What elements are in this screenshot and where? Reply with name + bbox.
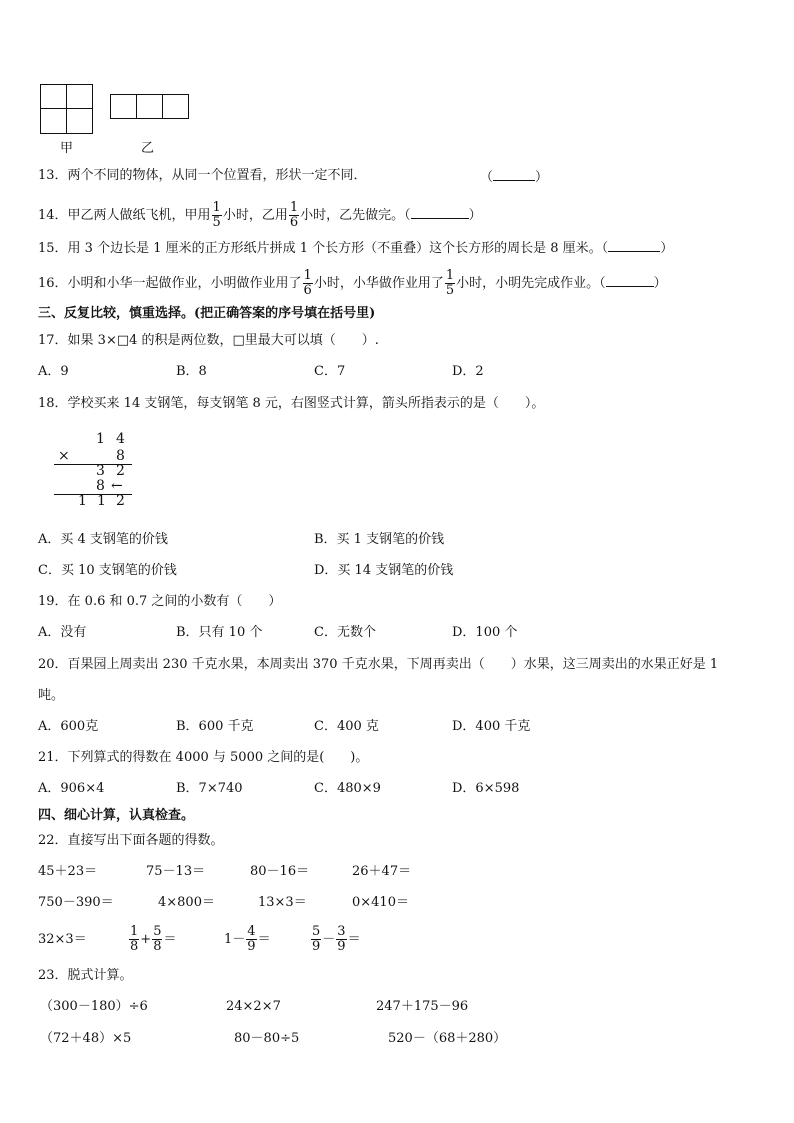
calc-item: 75－13＝ [146,864,206,879]
question-14: 14．甲乙两人做纸飞机，甲用 $\frac{1}{5}$ 小时，乙用 $\frac{1}{6}$ 小时，乙先做完。（ ） [38,200,482,230]
shape-jia-vline [66,84,67,134]
option-21-a[interactable]: A．906×4 [38,781,105,796]
shape-yi [110,94,189,119]
option-21-b[interactable]: B．7×740 [176,781,243,796]
answer-blank-13[interactable]: （ ） [480,170,549,185]
question-13 [38,168,367,184]
option-21-d[interactable]: D．6×598 [452,781,520,796]
section-4-heading: 四、细心计算，认真检查。 [38,808,195,823]
calc-fraction-diff: 1－ $\frac{4}{9}$ ＝ [224,924,271,954]
calc-item: 45＋23＝ [38,864,98,879]
option-18-c[interactable]: C．买 10 支钢笔的价钱 [38,563,177,578]
option-17-b[interactable]: B．8 [176,364,207,379]
question-13-text: 13．两个不同的物体，从同一个位置看，形状一定不同． [38,168,367,183]
calc-item: 247＋175－96 [376,999,469,1014]
question-20-cont: 吨。 [38,688,65,703]
question-16: 16．小明和小华一起做作业，小明做作业用了 $\frac{1}{6}$ 小时，小华做作业用了 $\frac{1}{5}$ 小时，小明先完成作业。（ ） [38,268,667,298]
question-19: 19．在 0.6 和 0.7 之间的小数有（ ） [38,594,282,609]
question-23: 23．脱式计算。 [38,968,133,983]
shape-yi-label: 乙 [141,141,155,156]
question-21: 21．下列算式的得数在 4000 与 5000 之间的是( )。 [38,750,369,765]
fraction-one-sixth: $\frac{1}{6}$ [289,200,299,230]
option-19-b[interactable]: B．只有 10 个 [176,625,263,640]
worksheet-page: 甲 乙 13．两个不同的物体，从同一个位置看，形状一定不同． （ ） 14．甲乙两人做纸飞机，甲用 $\frac{1}{5}$ 小时，乙用 $\frac{1}{6}$ 小时，乙先做完。（ ） 15．用 3 个边长是 1 厘米的正方形纸片拼成 1 个长方形（不重叠）这个长方形的周长是 8 厘米。（ ） 16．小明和小华一起做作业，小明做作业用了 $\frac{1}{6}$ 小时，小华做作业用了 $\frac{1}{5}$ 小时，小明先完成作业。（ ） 三、反复比较，慎重选择。(把正确答案的序号填在括号里) 17．如果 3×□4 的积是两位数，□里最大可以填（ ）. A．9 B．8 C．7 D．2 18．学校买来 14 支钢笔，每支钢笔 8 元，右图竖式计算，箭头所指表示的是（ ）。 1 4 × 8 3 2 8 ← 1 1 2 A．买 4 支钢笔的价钱 B．买 1 支钢笔的价钱 C．买 10 支钢笔的价钱 D．买 14 支钢笔的价钱 19．在 0.6 和 0.7 之间的小数有（ ） A．没有 B．只有 10 个 C．无数个 D．100 个 20．百果园上周卖出 230 千克水果，本周卖出 370 千克水果，下周再卖出（ ）水果，这三周卖出的水果正好是 1 吨。 A．600克 B．600 千克 C．400 克 D．400 千克 21．下列算式的得数在 4000 与 5000 之间的是( )。 A．906×4 B．7×740 C．480×9 D．6×598 四、细心计算，认真检查。 22．直接写出下面各题的得数。 45＋23＝ 75－13＝ 80－16＝ 26＋47＝ 750－390＝ 4×800＝ 13×3＝ 0×410＝ 32×3＝ $\frac{1}{8}$ + $\frac{5}{8}$ ＝ 1－ $\frac{4}{9}$ ＝ $\frac{5}{9}$ － $\frac{3}{9}$ ＝ 23．脱式计算。 （300－180）÷6 24×2×7 247＋175－96 （72＋48）×5 80－80÷5 520－（68＋280） [0,0,794,1123]
calc-item: 750－390＝ [38,895,114,910]
option-17-d[interactable]: D．2 [452,364,484,379]
calc-fraction-sum: $\frac{1}{8}$ + $\frac{5}{8}$ ＝ [130,924,177,954]
shape-yi-line1 [136,94,137,119]
option-19-a[interactable]: A．没有 [38,625,87,640]
option-18-a[interactable]: A．买 4 支钢笔的价钱 [38,532,168,547]
option-17-c[interactable]: C．7 [314,364,346,379]
question-17: 17．如果 3×□4 的积是两位数，□里最大可以填（ ）. [38,333,379,348]
calc-item: 26＋47＝ [352,864,412,879]
option-18-d[interactable]: D．买 14 支钢笔的价钱 [314,563,454,578]
calc-item: （300－180）÷6 [40,999,148,1014]
shape-jia-label: 甲 [60,141,74,156]
calc-item: 13×3＝ [258,895,307,910]
question-18: 18．学校买来 14 支钢笔，每支钢笔 8 元，右图竖式计算，箭头所指表示的是（ ）。 [38,396,545,411]
fraction-one-fifth: $\frac{1}{5}$ [445,268,455,298]
calc-item: 0×410＝ [352,895,409,910]
question-20: 20．百果园上周卖出 230 千克水果，本周卖出 370 千克水果，下周再卖出（ ）水果，这三周卖出的水果正好是 1 [38,657,719,672]
question-22: 22．直接写出下面各题的得数。 [38,833,224,848]
option-20-d[interactable]: D．400 千克 [452,719,531,734]
answer-blank-14[interactable] [411,206,469,219]
calc-item: 520－（68＋280） [388,1031,507,1046]
fraction-one-sixth: $\frac{1}{6}$ [303,268,312,298]
question-15: 15．用 3 个边长是 1 厘米的正方形纸片拼成 1 个长方形（不重叠）这个长方形的周长是 8 厘米。（ ） [38,241,674,256]
option-18-b[interactable]: B．买 1 支钢笔的价钱 [314,532,445,547]
calc-item: 80－16＝ [250,864,310,879]
calc-item: （72＋48）×5 [40,1031,132,1046]
option-17-a[interactable]: A．9 [38,364,69,379]
option-19-c[interactable]: C．无数个 [314,625,376,640]
option-20-c[interactable]: C．400 克 [314,719,379,734]
option-20-b[interactable]: B．600 千克 [176,719,254,734]
calc-fraction-diff: $\frac{5}{9}$ － $\frac{3}{9}$ ＝ [312,924,361,954]
calc-item: 4×800＝ [158,895,215,910]
option-20-a[interactable]: A．600克 [38,719,99,734]
shape-yi-line2 [162,94,163,119]
section-3-heading: 三、反复比较，慎重选择。(把正确答案的序号填在括号里) [38,306,376,321]
calc-item: 24×2×7 [226,999,281,1014]
calc-item: 80－80÷5 [234,1031,300,1046]
fraction-one-fifth: $\frac{1}{5}$ [212,200,221,230]
shape-jia-hline [40,108,93,109]
arrow-icon: ← [111,478,123,494]
answer-blank-16[interactable] [606,274,654,287]
answer-blank-15[interactable] [608,239,660,252]
option-19-d[interactable]: D．100 个 [452,625,518,640]
option-21-c[interactable]: C．480×9 [314,781,381,796]
calc-item: 32×3＝ [38,932,87,947]
